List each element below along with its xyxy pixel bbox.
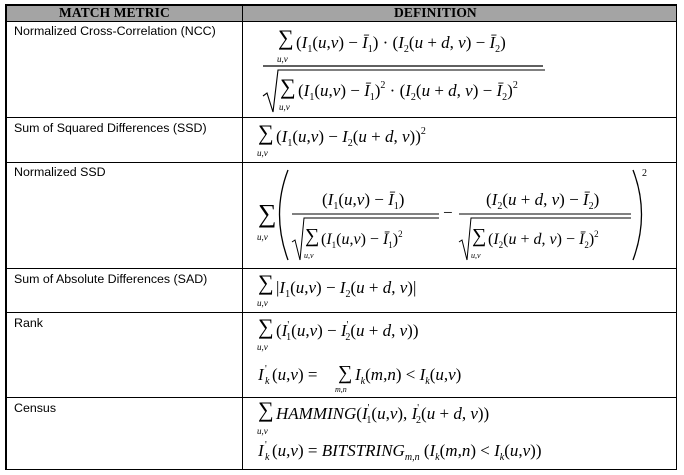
header-match-metric: MATCH METRIC <box>59 5 170 20</box>
svg-text:u,v: u,v <box>257 148 268 158</box>
svg-text:∑: ∑ <box>258 270 274 295</box>
metric-rank: Rank <box>14 316 43 330</box>
svg-text:HAMMING(I'1(u,v), I'2(u + d, v: HAMMING(I' 1(u,v), I' 2(u + d, v)) <box>276 403 490 426</box>
svg-text:u,v: u,v <box>257 232 268 242</box>
svg-text:(I1(u,v) − Ī1) · (I2(u + d, v): ($I_1(u,v)$ − $Ī_1) \cdot (I_2(u + d$, $v) - Ī_2$) <box>296 33 506 55</box>
svg-text:∑: ∑ <box>258 314 274 339</box>
svg-text:u,v: u,v <box>257 298 268 308</box>
svg-text:(I'1(u,v) − I'2(u + d, v)): (I' 1(u,v) − I' 2(u + d, v)) <box>276 320 419 343</box>
formula-ssd <box>257 120 426 158</box>
svg-text:u,v: u,v <box>471 251 481 260</box>
svg-text:(u,v) = BITSTRINGm,n (Ik(m,n): $(u,v) = BITSTRING_{m,n}$ $(I_k(m,n) < I_k(u,v))$ <box>272 441 542 463</box>
header-definition: DEFINITION <box>394 5 477 20</box>
formula-sad <box>257 270 416 308</box>
metric-census: Census <box>14 401 57 415</box>
nssd-left-paren <box>280 170 289 260</box>
svg-text:(I1(u,v) − Ī1)2: ($I_1(u,v)$ − $Ī_1)^2$ <box>321 229 403 250</box>
svg-text:(I1(u,v) − I2(u + d, v))2: ($I_1(u,v) - I_2(u + d$, v))$^2$ <box>276 126 426 149</box>
svg-text:∑: ∑ <box>278 25 294 50</box>
svg-text:∑: ∑ <box>280 74 296 99</box>
metric-sad: Sum of Absolute Differences (SAD) <box>14 272 208 286</box>
svg-text:': ' <box>265 364 267 375</box>
metrics-table <box>5 4 677 470</box>
svg-text:(u,v) =: (u,v) = <box>272 365 318 384</box>
formula-ncc <box>263 25 545 112</box>
svg-text:(I2(u + d, v) − Ī2): ($I_2(u + d$, $v) - Ī_2$) <box>486 190 600 212</box>
svg-text:∑: ∑ <box>305 225 320 247</box>
svg-text:u,v: u,v <box>257 426 268 436</box>
svg-text:|I1(u,v) − I2(u + d, v)|: $|I_1(u,v) - I_2(u + d$, v)| <box>276 278 417 300</box>
ncc-denominator <box>263 70 545 112</box>
svg-text:k: k <box>265 376 270 387</box>
formula-normalized-ssd <box>257 168 647 260</box>
svg-text:∑: ∑ <box>258 397 274 422</box>
svg-text:∑: ∑ <box>338 362 353 384</box>
formula-census <box>257 397 542 463</box>
svg-text:I: I <box>258 365 264 384</box>
formula-rank <box>257 314 461 394</box>
svg-text:u,v: u,v <box>304 251 314 260</box>
svg-text:∑: ∑ <box>472 225 487 247</box>
ncc-numerator <box>277 25 506 64</box>
metric-ncc: Normalized Cross-Correlation (NCC) <box>14 24 216 38</box>
svg-text:∑: ∑ <box>258 120 274 145</box>
svg-text:∑: ∑ <box>258 199 277 228</box>
svg-text:u,v: u,v <box>277 54 288 64</box>
svg-text:I: I <box>258 441 264 460</box>
svg-text:(I1(u,v) − Ī1): ($I_1(u,v)$ − $Ī_1$) <box>322 190 405 212</box>
svg-text:Ik(m,n) < Ik(u,v): $I_k(m,n) < I_k(u,v)$ <box>355 365 462 387</box>
svg-text:m,n: m,n <box>335 385 347 394</box>
svg-text:k: k <box>265 452 270 463</box>
svg-text:2: 2 <box>642 168 647 179</box>
metric-normalized-ssd: Normalized SSD <box>14 165 106 179</box>
metric-ssd: Sum of Squared Differences (SSD) <box>14 121 207 135</box>
svg-text:(I2(u + d, v) − Ī2)2: ($I_2(u + d$, $v) - Ī_2)^2$ <box>488 229 599 250</box>
svg-text:u,v: u,v <box>279 102 290 112</box>
svg-text:−: − <box>443 203 453 222</box>
nssd-right-paren <box>633 170 642 260</box>
svg-text:(I1(u,v) − Ī1)2 · (I2(u + d, v: ($I_1(u,v)$ − $Ī_1)^2 \cdot (I_2(u + d$, $v) - Ī_2)^2$ <box>298 80 518 103</box>
svg-text:u,v: u,v <box>257 342 268 352</box>
svg-text:': ' <box>265 440 267 451</box>
